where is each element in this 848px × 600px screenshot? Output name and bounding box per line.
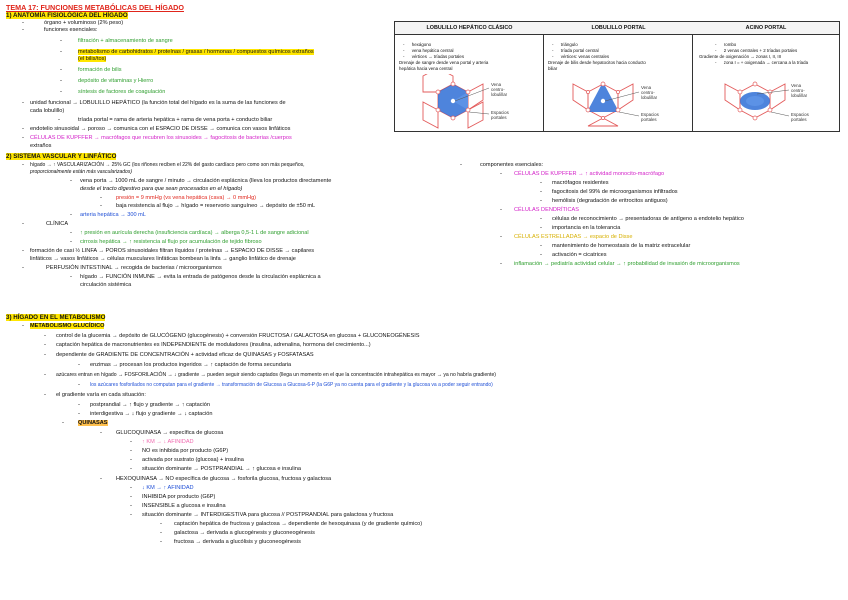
text-line: control de la glucemia → depósito de GLUCÓGENO (glucogénesis) + conversión FRUCTOSA / GALACTOSA en glucosa + GLUCONEOGÉNESIS: [56, 333, 420, 339]
bullet: -: [22, 100, 24, 106]
bullet: -: [500, 261, 502, 267]
text-line: endotelio sinusoidal → poroso → comunica con el ESPACIO DE DISSE → comunica con vasos linfáticos: [30, 126, 291, 132]
bullet: -: [44, 342, 46, 348]
bullet: -: [22, 221, 24, 227]
label-lobulillar: lobulillar: [791, 93, 808, 98]
cell-text: - hexágono: [403, 42, 432, 47]
bullet: -: [100, 195, 102, 201]
text-line: QUINASAS: [78, 420, 108, 426]
text-line: (el bilis/tos): [78, 56, 107, 62]
label-centro: centro-: [491, 87, 505, 92]
text-line: los azúcares fosforilados no computan para el gradiente → transformación de Glucosa a Glucosa-6-P (la G6P ya no cuenta para el gradiente y la glucosa va a poder seguir entrando): [90, 382, 493, 388]
bullet: -: [500, 171, 502, 177]
bullet: -: [44, 372, 46, 378]
bullet: -: [130, 512, 132, 518]
text-line: el gradiente varía en cada situación:: [56, 392, 146, 398]
bullet: -: [22, 162, 24, 168]
bullet: -: [460, 162, 462, 168]
text-line: CÉLULAS ESTRELLADAS → espacio de Disse: [514, 234, 633, 240]
bullet: -: [130, 494, 132, 500]
cell-text: Drenaje de sangre desde vena portal y arteria: [399, 60, 489, 65]
bullet: -: [540, 225, 542, 231]
bullet: -: [100, 476, 102, 482]
text-line: situación dominante → POSTPRANDIAL → ↑ glucosa e insulina: [142, 466, 301, 472]
text-line: presión = 9 mmHg (vs vena hepática (cava) → 0 mmHg): [116, 195, 257, 201]
text-line: baja resistencia al flujo → hígado = reservorio sanguíneo → depósito de ±50 mL: [116, 203, 316, 209]
bullet: -: [70, 178, 72, 184]
text-line: ↑ presión en aurícula derecha (insuficiencia cardíaca) → alberga 0,5-1 L de sangre adicional: [80, 230, 309, 236]
bullet: -: [22, 323, 24, 329]
bullet: -: [44, 392, 46, 398]
text-line: INSENSIBLE a glucosa e insulina: [142, 503, 226, 509]
bullet: -: [130, 439, 132, 445]
label-espacios: Espacios: [491, 110, 509, 115]
bullet: -: [78, 382, 80, 388]
text-line: funciones esenciales:: [44, 27, 98, 33]
text-line: cirrosis hepática → ↑ resistencia al flujo por acumulación de tejido fibroso: [80, 239, 262, 245]
text-line: mantenimiento de homeostasis de la matriz extracelular: [552, 243, 691, 249]
cell-text: - vértices → tríadas portales: [403, 54, 465, 59]
text-line: unidad funcional → LOBULILLO HEPÁTICO (la función total del hígado es la suma de las funciones de: [30, 100, 286, 106]
text-line: dependiente de GRADIENTE DE CONCENTRACIÓN + actividad eficaz de QUINASAS y FOSFATASAS: [56, 352, 314, 358]
bullet: -: [60, 49, 62, 55]
section-3-heading: 3) HÍGADO EN EL METABOLISMO: [6, 314, 106, 321]
label-centro: centro-: [791, 88, 805, 93]
text-line: formación de casi ½ LINFA → POROS sinusoidales filtran líquidos / proteínas → ESPACIO DE DISSE → capilares: [30, 248, 315, 254]
classic-lobule-diagram: [413, 74, 533, 130]
bullet: -: [70, 212, 72, 218]
bullet: -: [22, 20, 24, 26]
text-line: formación de bilis: [78, 67, 122, 73]
bullet: -: [78, 362, 80, 368]
table-header: LOBULILLO HEPÁTICO CLÁSICO: [395, 22, 544, 35]
bullet: -: [62, 420, 64, 426]
bullet: -: [60, 78, 62, 84]
bullet: -: [78, 411, 80, 417]
bullet: -: [160, 530, 162, 536]
text-line: filtración + almacenamiento de sangre: [78, 38, 173, 44]
cell-text: - vena hepática central: [403, 48, 454, 53]
bullet: -: [78, 402, 80, 408]
text-line: hemólisis (degradación de eritrocitos antiguos): [552, 198, 668, 204]
text-line: metabolismo de carbohidratos / proteínas / grasas / hormonas / compuestos químicos extraños: [78, 49, 314, 55]
text-line: situación dominante → INTERDIGESTIVA para glucosa // POSTPRANDIAL para galactosa y fructosa: [142, 512, 394, 518]
bullet: -: [540, 216, 542, 222]
text-line: CÉLULAS DE KUPFFER → ↑ actividad monocito-macrófago: [514, 171, 665, 177]
bullet: -: [60, 67, 62, 73]
portal-acinus-diagram: [715, 74, 837, 130]
label-lobulillar: lobulillar: [491, 92, 508, 97]
bullet: -: [22, 248, 24, 254]
bullet: -: [70, 239, 72, 245]
text-line: GLUCOQUINASA → específica de glucosa: [116, 430, 224, 436]
cell-text: Gradiente de oxigenación → zonas I, II, III: [699, 54, 782, 59]
label-vena: Vena: [791, 83, 802, 88]
bullet: -: [500, 234, 502, 240]
text-line: macrófagos residentes: [552, 180, 609, 186]
cell-text: hepática hacia vena central: [399, 66, 453, 71]
text-line: arteria hepática → 300 mL: [80, 212, 146, 218]
portal-lobule-diagram: [563, 74, 683, 130]
bullet: -: [160, 539, 162, 545]
label-portales: portales: [641, 117, 657, 122]
label-centro: centro-: [641, 90, 655, 95]
bullet: -: [540, 243, 542, 249]
text-line: HEXOQUINASA → NO específica de glucosa → fosforila glucosa, fructosa y galactosa: [116, 476, 332, 482]
text-line: PERFUSIÓN INTESTINAL → recogida de bacterias / microorganismos: [46, 265, 222, 271]
text-line: cada lobulillo): [30, 108, 65, 114]
text-line: vena porta → 1000 mL de sangre / minuto → circulación esplácnica (lleva los productos directamente: [80, 178, 332, 184]
bullet: -: [130, 466, 132, 472]
bullet: -: [160, 521, 162, 527]
bullet: -: [100, 430, 102, 436]
label-vena: Vena: [641, 85, 652, 90]
cell-text: - tríada portal central: [552, 48, 599, 53]
bullet: -: [22, 265, 24, 271]
bullet: -: [22, 135, 24, 141]
bullet: -: [540, 189, 542, 195]
page-title: TEMA 17: FUNCIONES METABÓLICAS DEL HÍGADO: [6, 3, 184, 12]
text-line: CÉLULAS DE KUPFFER → macrófagos que recubren los sinusoides → fagocitosis de bacterias /cuerpos: [30, 135, 292, 141]
label-lobulillar: lobulillar: [641, 95, 658, 100]
text-line: fagocitosis del 99% de microorganismos infiltrados: [552, 189, 678, 195]
text-line: linfáticos → vasos linfáticos → células musculares linfáticas bombean la linfa → ganglio linfático de drenaje: [30, 256, 296, 262]
cell-text: - zona I = + oxigenada → cercana a la tríada: [715, 60, 809, 65]
bullet: -: [58, 117, 60, 123]
cell-text: - rombo: [715, 42, 737, 47]
text-line: azúcares entran en hígado → FOSFORILACIÓN → ↓ gradiente → pueden seguir siendo captados (llega un momento en el que la concentración intrahepática es mayor → ya no habría gradiente): [56, 372, 497, 378]
label-espacios: Espacios: [791, 112, 809, 117]
text-line: tríada portal = rama de arteria hepática + rama de vena porta + conducto biliar: [78, 117, 273, 123]
cell-text: - 2 venas centrales + 2 tríadas portales: [715, 48, 798, 53]
text-line: hígado → ↑ VASCULARIZACIÓN → 25% GC (los riñones reciben el 22% del gasto cardíaco pero como son más pequeños,: [30, 162, 305, 168]
label-espacios: Espacios: [641, 112, 659, 117]
bullet: -: [22, 126, 24, 132]
bullet: -: [100, 203, 102, 209]
cell-text: Drenaje de bilis desde hepatocitos hacia conducto: [548, 60, 646, 65]
bullet: -: [70, 274, 72, 280]
text-line: captación hepática de fructosa y galactosa → dependiente de hexoquinasa (y de gradiente químico): [174, 521, 423, 527]
cell-text: - triángulo: [552, 42, 578, 47]
bullet: -: [130, 485, 132, 491]
text-line: células de reconocimiento → presentadoras de antígeno a endotelio hepático: [552, 216, 744, 222]
text-line: extraños: [30, 143, 52, 149]
bullet: -: [60, 38, 62, 44]
bullet: -: [60, 89, 62, 95]
text-line: componentes esenciales:: [480, 162, 544, 168]
text-line: CLÍNICA: [46, 221, 69, 227]
label-vena: Vena: [491, 82, 502, 87]
text-line: ↑ KM → ↓ AFINIDAD: [142, 439, 194, 445]
section-1-heading: 1) ANATOMÍA FISIOLÓGICA DEL HÍGADO: [6, 12, 128, 19]
subsection-heading: METABOLISMO GLUCÍDICO: [30, 323, 105, 329]
text-line: importancia en la tolerancia: [552, 225, 621, 231]
text-line: activación = cicatrices: [552, 252, 607, 258]
bullet: -: [540, 180, 542, 186]
text-line: desde el tracto digestivo para que sean procesados en el hígado): [80, 186, 243, 192]
text-line: captación hepática de macronutrientes es INDEPENDIENTE de moduladores (insulina, adrenalina, hormona del crecimiento...): [56, 342, 371, 348]
text-line: órgano + voluminoso (2% peso): [44, 20, 124, 26]
bullet: -: [540, 252, 542, 258]
bullet: -: [44, 352, 46, 358]
text-line: hígado → FUNCIÓN INMUNE → evita la entrada de patógenos desde la circulación esplácnica a: [80, 274, 321, 280]
text-line: depósito de vitaminas y Hierro: [78, 78, 154, 84]
section-2-heading: 2) SISTEMA VASCULAR Y LINFÁTICO: [6, 153, 117, 160]
text-line: INHIBIDA por producto (G6P): [142, 494, 216, 500]
text-line: postprandial → ↑ flujo y gradiente → ↑ captación: [90, 402, 211, 408]
label-portales: portales: [791, 117, 807, 122]
text-line: síntesis de factores de coagulación: [78, 89, 166, 95]
text-line: interdigestiva → ↓ flujo y gradiente → ↓ captación: [90, 411, 213, 417]
bullet: -: [130, 503, 132, 509]
bullet: -: [500, 207, 502, 213]
text-line: activada por sustrato (glucosa) + insulina: [142, 457, 244, 463]
label-portales: portales: [491, 115, 507, 120]
text-line: fructosa → derivada a glucólisis y gluconeogénesis: [174, 539, 301, 545]
text-line: inflamación → pediatría actividad celular → ↑ probabilidad de invasión de microorganismos: [514, 261, 740, 267]
cell-text: biliar: [548, 66, 558, 71]
table-header: ACINO PORTAL: [693, 22, 839, 35]
bullet: -: [130, 457, 132, 463]
bullet: -: [540, 198, 542, 204]
bullet: -: [22, 27, 24, 33]
table-header: LOBULILLO PORTAL: [544, 22, 693, 35]
text-line: enzimas → procesan los productos ingeridos → ↑ captación de forma secundaria: [90, 362, 292, 368]
bullet: -: [130, 448, 132, 454]
cell-text: - vértices: venas centrales: [552, 54, 610, 59]
text-line: CÉLULAS DENDRÍTICAS: [514, 207, 579, 213]
text-line: NO es inhibida por producto (G6P): [142, 448, 229, 454]
text-line: ↓ KM → ↑ AFINIDAD: [142, 485, 194, 491]
text-line: galactosa → derivada a glucogénesis y gluconeogénesis: [174, 530, 315, 536]
text-line: proporcionalmente están más vascularizados): [30, 169, 132, 175]
bullet: -: [70, 230, 72, 236]
lobule-comparison-table: [394, 21, 840, 132]
text-line: circulación sistémica: [80, 282, 132, 288]
bullet: -: [44, 333, 46, 339]
